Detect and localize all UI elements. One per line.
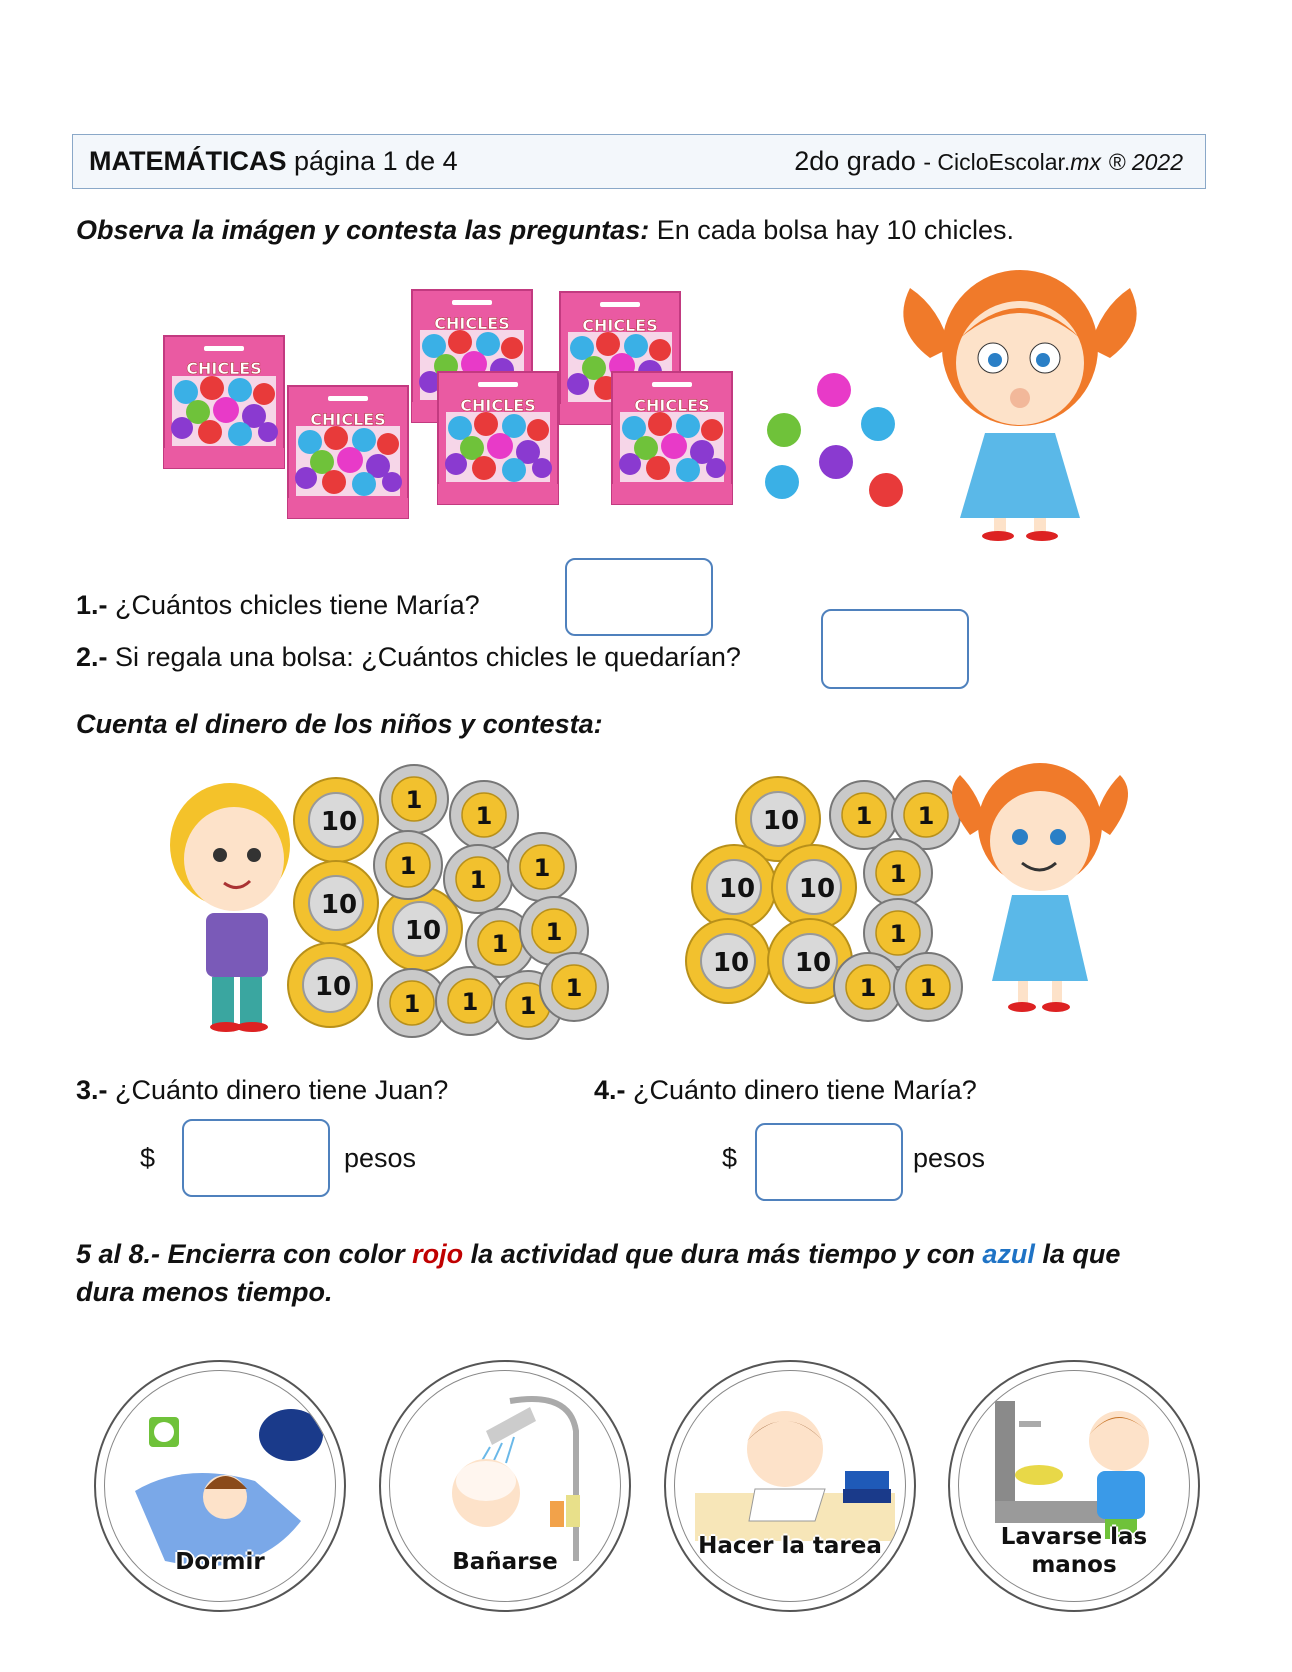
coin-1: 1: [491, 930, 509, 958]
coin-1: 1: [859, 974, 877, 1002]
activity-label: Dormir: [175, 1549, 265, 1575]
activity-card-inner: [389, 1370, 621, 1602]
activity-card-lavarse[interactable]: [948, 1360, 1200, 1612]
bag-label: CHICLES: [582, 316, 658, 335]
coin-1: 1: [461, 988, 479, 1016]
activity-card-inner: [674, 1370, 906, 1602]
activity-card-inner: [104, 1370, 336, 1602]
subject-title: MATEMÁTICAS: [89, 146, 287, 176]
instruction-part1: 5 al 8.- Encierra con color: [76, 1239, 405, 1269]
site-name: - CicloEscolar.: [923, 149, 1071, 175]
activity-label: Hacer la tarea: [698, 1533, 882, 1559]
maria-girl-icon: [903, 270, 1136, 541]
bag-label: CHICLES: [460, 396, 536, 415]
coin-10: 10: [712, 948, 750, 978]
coin-10: 10: [718, 874, 756, 904]
activity-label: Lavarse las manos: [1000, 1524, 1148, 1578]
maria-coins: [686, 777, 962, 1021]
coin-10: 10: [762, 806, 800, 836]
question-4-num: 4.-: [594, 1075, 626, 1105]
header-right: [794, 146, 1183, 177]
money-illustration: [150, 755, 1150, 1045]
coin-1: 1: [565, 974, 583, 1002]
bag-label: CHICLES: [186, 359, 262, 378]
coin-1: 1: [917, 802, 935, 830]
maria-girl-icon: [952, 763, 1128, 1012]
bag-label: CHICLES: [434, 314, 510, 333]
coin-10: 10: [320, 807, 358, 837]
answer-1-box[interactable]: [565, 558, 713, 636]
question-2-num: 2.-: [76, 642, 108, 672]
coin-1: 1: [403, 990, 421, 1018]
coin-1: 1: [519, 992, 537, 1020]
question-3-text: ¿Cuánto dinero tiene Juan?: [115, 1075, 449, 1105]
activity-card-banarse[interactable]: [379, 1360, 631, 1612]
juan-boy-icon: [170, 783, 290, 1032]
bag-5: [438, 372, 558, 504]
question-1-num: 1.-: [76, 590, 108, 620]
question-1: [76, 586, 480, 624]
coin-1: 1: [919, 974, 937, 1002]
instruction-part3: la que dura menos tiempo.: [76, 1239, 1121, 1307]
instruction-part2: la actividad que dura más tiempo y con: [470, 1239, 975, 1269]
section2-instruction: Cuenta el dinero de los niños y contesta:: [76, 709, 603, 739]
bag-4: [288, 386, 408, 518]
pesos-label-4: pesos: [913, 1143, 986, 1173]
header-left: [89, 146, 458, 177]
pesos-label-3: pesos: [344, 1143, 417, 1173]
question-4: [594, 1071, 977, 1109]
chicles-illustration: [150, 268, 1150, 540]
coin-10: 10: [320, 890, 358, 920]
grade-label: 2do grado: [794, 146, 916, 176]
question-2: [76, 638, 741, 676]
coin-10: 10: [404, 916, 442, 946]
question-3: [76, 1071, 448, 1109]
site-ext: mx: [1070, 149, 1101, 175]
homework-icon: [675, 1371, 906, 1602]
currency-symbol-4: $: [722, 1143, 738, 1173]
section3-instruction: [76, 1235, 1186, 1311]
bag-label: CHICLES: [310, 410, 386, 429]
question-3-num: 3.-: [76, 1075, 108, 1105]
coin-10: 10: [798, 874, 836, 904]
instruction-note: En cada bolsa hay 10 chicles.: [656, 215, 1014, 245]
currency-symbol-3: $: [140, 1143, 156, 1173]
activity-card-tarea[interactable]: [664, 1360, 916, 1612]
answer-4-box[interactable]: [755, 1123, 903, 1201]
coin-10: 10: [314, 972, 352, 1002]
instruction-observe: Observa la imágen y contesta las preguntas:: [76, 215, 650, 245]
coin-1: 1: [889, 860, 907, 888]
question-1-text: ¿Cuántos chicles tiene María?: [115, 590, 480, 620]
coin-1: 1: [855, 802, 873, 830]
coin-10: 10: [794, 948, 832, 978]
activity-card-inner: [958, 1370, 1190, 1602]
instruction-red-word: rojo: [412, 1239, 464, 1269]
page-indicator: página 1 de 4: [294, 146, 458, 176]
coin-1: 1: [889, 920, 907, 948]
question-2-text: Si regala una bolsa: ¿Cuántos chicles le quedarían?: [115, 642, 741, 672]
worksheet-header: [72, 134, 1206, 189]
bag-6: [612, 372, 732, 504]
bag-label: CHICLES: [634, 396, 710, 415]
coin-1: 1: [475, 802, 493, 830]
section1-instruction: [76, 211, 1014, 249]
coin-1: 1: [469, 866, 487, 894]
copyright-year: ® 2022: [1108, 149, 1183, 175]
coin-1: 1: [405, 786, 423, 814]
answer-3-box[interactable]: [182, 1119, 330, 1197]
coin-1: 1: [533, 854, 551, 882]
question-4-text: ¿Cuánto dinero tiene María?: [633, 1075, 977, 1105]
answer-2-box[interactable]: [821, 609, 969, 689]
activity-card-dormir[interactable]: [94, 1360, 346, 1612]
coin-1: 1: [399, 852, 417, 880]
instruction-blue-word: azul: [982, 1239, 1035, 1269]
coin-1: 1: [545, 918, 563, 946]
bag-1: [164, 336, 284, 468]
loose-chicles: [765, 373, 903, 507]
juan-coins: [288, 765, 608, 1039]
activity-label: Bañarse: [452, 1549, 558, 1575]
